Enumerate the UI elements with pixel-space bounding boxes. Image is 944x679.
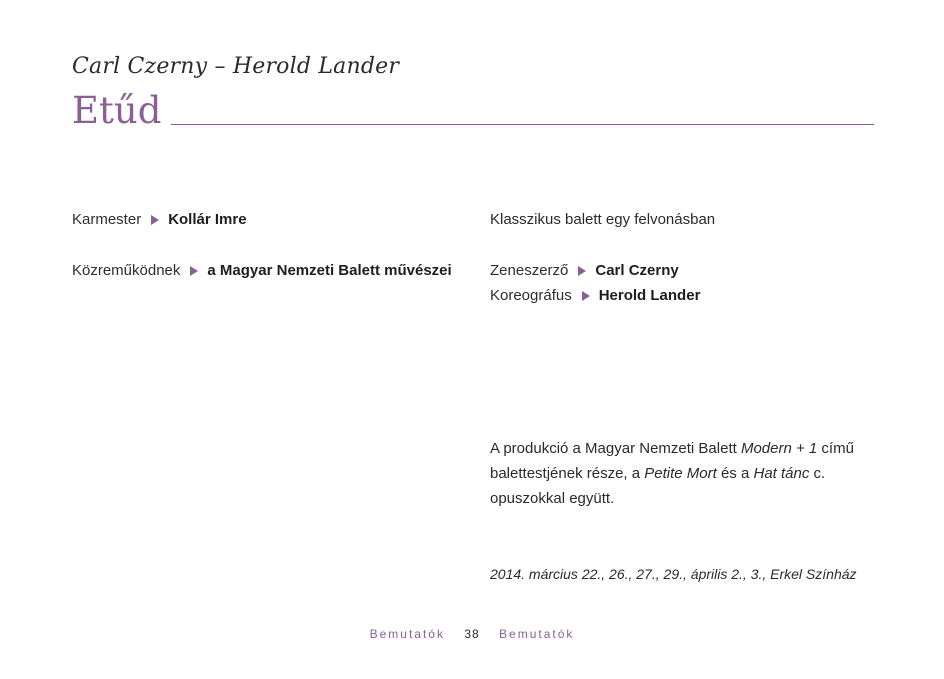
- credit-label: Karmester: [72, 211, 142, 228]
- note-italic-title: Hat tánc: [753, 465, 810, 482]
- note-italic-title: Petite Mort: [644, 465, 717, 482]
- page-footer: [0, 627, 944, 641]
- production-note: [490, 436, 870, 511]
- footer-section-label: Bemutatók: [369, 627, 445, 641]
- page-title: Etűd: [72, 89, 162, 132]
- triangle-arrow-icon: [582, 291, 590, 301]
- triangle-arrow-icon: [190, 266, 198, 276]
- page-number: 38: [464, 627, 480, 641]
- triangle-arrow-icon: [151, 215, 159, 225]
- title-rule: [171, 124, 874, 125]
- credit-value: Carl Czerny: [595, 262, 679, 279]
- triangle-arrow-icon: [578, 266, 586, 276]
- credit-value: Herold Lander: [598, 287, 701, 304]
- credit-value: Kollár Imre: [168, 211, 247, 228]
- credit-conductor: [72, 211, 247, 228]
- credit-label: Koreográfus: [490, 287, 572, 304]
- performance-dates: 2014. március 22., 26., 27., 29., április 2., 3., Erkel Színház: [490, 566, 857, 582]
- note-italic-title: Modern + 1: [740, 440, 818, 457]
- page-subtitle: Carl Czerny – Herold Lander: [72, 54, 400, 79]
- credit-value: a Magyar Nemzeti Balett művészei: [207, 262, 452, 279]
- credit-label: Zeneszerző: [490, 262, 569, 279]
- credit-label: Közreműködnek: [72, 262, 181, 279]
- note-text: A produkció a Magyar Nemzeti Balett: [490, 440, 741, 457]
- credit-performers: [72, 262, 452, 279]
- footer-section-label: Bemutatók: [499, 627, 575, 641]
- description-text: Klasszikus balett egy felvonásban: [490, 211, 716, 228]
- note-text: és a: [716, 465, 754, 482]
- note-text: c. opuszokkal együtt.: [490, 465, 826, 507]
- production-description: [490, 211, 715, 228]
- credit-composer: [490, 262, 679, 279]
- title-row: [72, 89, 874, 132]
- credit-choreographer: [490, 287, 700, 304]
- note-text: című balettestjének része, a: [490, 440, 854, 482]
